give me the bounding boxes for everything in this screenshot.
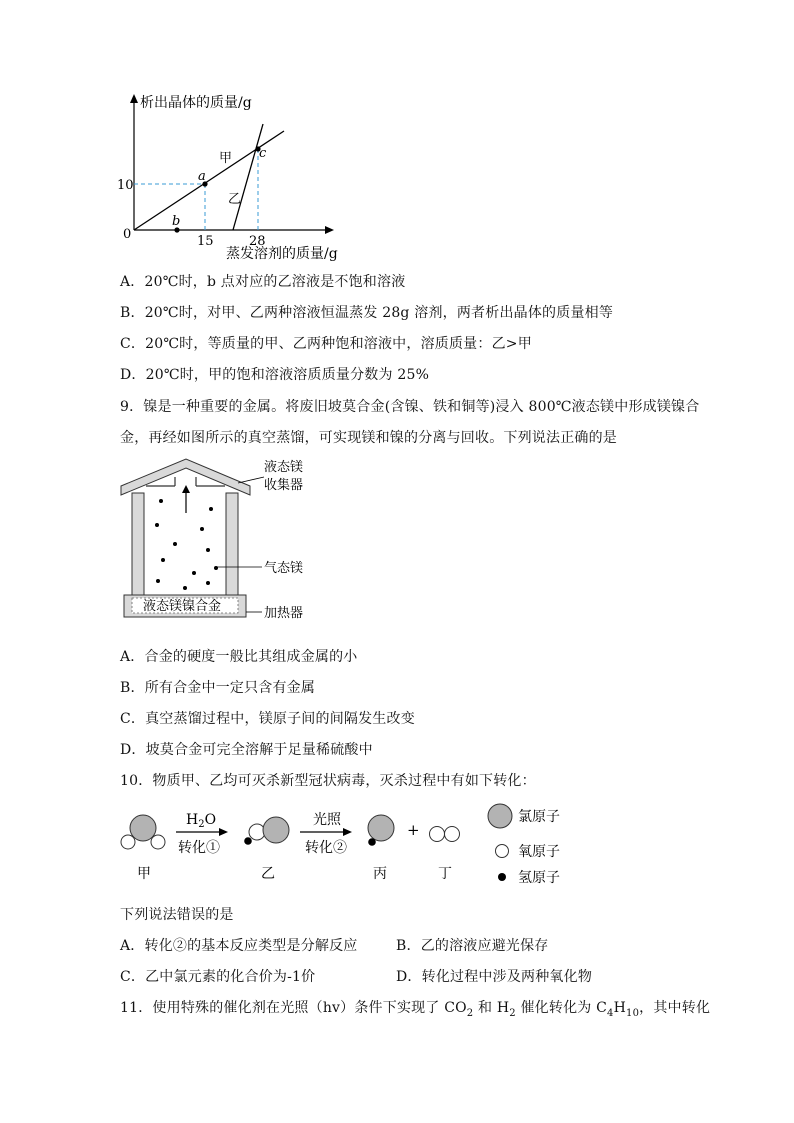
x-tick-15: 15 [197, 234, 214, 249]
q9-option-b: B．所有合金中一定只含有金属 [120, 680, 316, 696]
point-b-label: b [172, 214, 181, 229]
origin-label: 0 [123, 227, 132, 242]
arrow-2-head [343, 828, 352, 836]
y-axis-label: 析出晶体的质量/g [140, 95, 252, 111]
q10-prompt: 下列说法错误的是 [120, 907, 234, 923]
q9-stem-line2: 金，再经如图所示的真空蒸馏，可实现镁和镍的分离与回收。下列说法正确的是 [120, 430, 617, 446]
heater-label: 加热器 [264, 606, 304, 621]
arrow-2-bottom: 转化② [305, 840, 347, 856]
q10-option-d: D．转化过程中涉及两种氧化物 [396, 969, 593, 985]
legend-cl-swatch [488, 804, 512, 828]
q11-stem: 11．使用特殊的催化剂在光照（hv）条件下实现了 $CO_2$ 和 $H_2$ 催化转化为 $C_4H_{10}$，其中转化 [120, 1000, 711, 1019]
q10-stem: 10．物质甲、乙均可灭杀新型冠状病毒，灭杀过程中有如下转化： [120, 773, 536, 789]
arrow-1-top: $H_2O$ [186, 812, 217, 830]
molecule-bing [368, 815, 394, 846]
alloy-label: 液态镁镍合金 [143, 599, 222, 614]
collector-leader [238, 477, 264, 483]
arrow-1-head [219, 828, 228, 836]
vapor-arrow-head [182, 485, 190, 493]
q10-option-a: A．转化②的基本反应类型是分解反应 [120, 938, 358, 954]
chamber-wall-left [132, 493, 144, 595]
name-jia: 甲 [137, 866, 151, 882]
collector-label-2: 收集器 [264, 478, 304, 493]
collector-label-1: 液态镁 [264, 460, 304, 475]
legend-cl: 氯原子 [518, 809, 560, 825]
point-c-label: c [259, 146, 267, 161]
x-axis-arrow [325, 226, 334, 234]
line-jia-label: 甲 [219, 151, 233, 166]
point-a-label: a [198, 169, 206, 184]
q8-option-d: D．20℃时，甲的饱和溶液溶质质量分数为 25% [120, 367, 430, 383]
legend-h: 氢原子 [518, 870, 560, 886]
arrow-2-top: 光照 [313, 812, 341, 828]
molecule-yi [244, 817, 289, 845]
q9-option-d: D．坡莫合金可完全溶解于足量稀硫酸中 [120, 742, 373, 758]
vacuum-distillation-diagram [0, 457, 794, 627]
legend-o-swatch [496, 845, 509, 858]
gas-label: 气态镁 [264, 561, 304, 576]
q9-stem-line1: 9．镍是一种重要的金属。将废旧坡莫合金(含镍、铁和铜等)浸入 800℃液态镁中形成镁镍合 [120, 399, 700, 415]
y-tick-10: 10 [117, 178, 134, 193]
q8-option-c: C．20℃时，等质量的甲、乙两种饱和溶液中，溶质质量：乙>甲 [120, 336, 532, 352]
legend [488, 804, 560, 886]
name-ding: 丁 [438, 866, 452, 882]
q8-option-b: B．20℃时，对甲、乙两种溶液恒温蒸发 28g 溶剂，两者析出晶体的质量相等 [120, 305, 614, 321]
q9-option-a: A．合金的硬度一般比其组成金属的小 [120, 649, 358, 665]
line-yi-label: 乙 [228, 192, 242, 207]
x-axis-label: 蒸发溶剂的质量/g [226, 246, 338, 262]
q9-option-c: C．真空蒸馏过程中，镁原子间的间隔发生改变 [120, 711, 415, 727]
legend-h-swatch [498, 873, 506, 881]
y-axis-arrow [130, 94, 138, 103]
plus-sign: + [407, 821, 420, 839]
arrow-1-bottom: 转化① [178, 840, 220, 856]
q8-option-a: A．20℃时，b 点对应的乙溶液是不饱和溶液 [120, 274, 406, 290]
name-yi: 乙 [261, 866, 275, 882]
x-tick-28: 28 [249, 234, 266, 249]
molecule-ding [430, 827, 460, 842]
q10-option-b: B．乙的溶液应避光保存 [396, 938, 549, 954]
chamber-wall-right [226, 493, 238, 595]
legend-o: 氧原子 [518, 844, 560, 860]
name-bing: 丙 [373, 866, 387, 882]
reaction-diagram [0, 795, 794, 895]
q10-option-c: C．乙中氯元素的化合价为-1价 [120, 969, 316, 985]
molecule-jia [121, 815, 165, 849]
